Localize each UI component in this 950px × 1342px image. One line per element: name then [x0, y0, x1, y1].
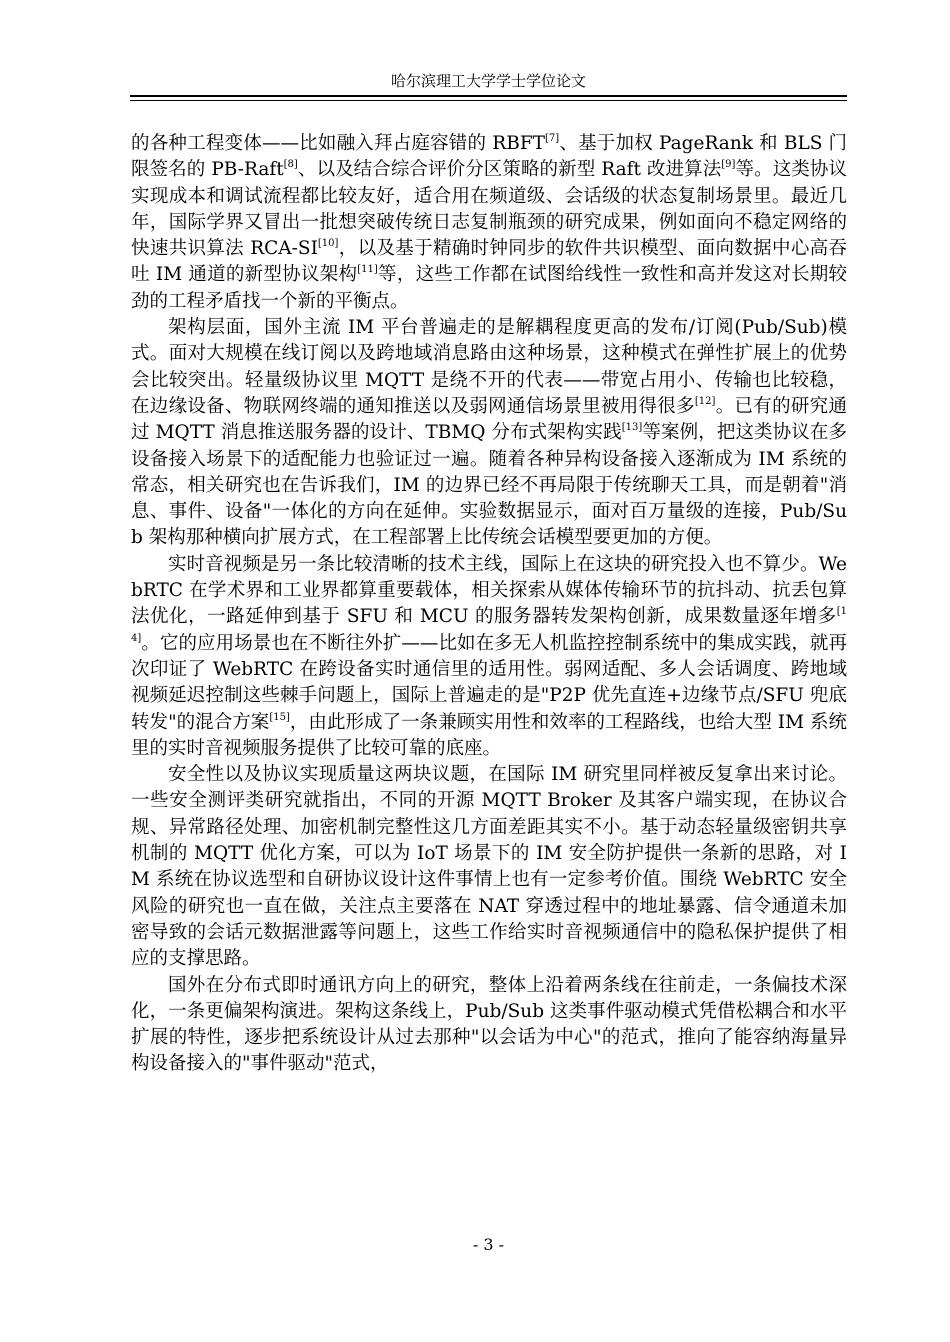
paragraph-text: 实时音视频是另一条比较清晰的技术主线，国际上在这块的研究投入也不算少。WebRTC 在学术界和工业界都算重要载体，相关探索从媒体传输环节的抗抖动、抗丢包算法优化，一路延伸到基于 SFU 和 MCU 的服务器转发架构创新，成果数量逐年增多 — [131, 553, 847, 628]
paragraph-text: 的各种工程变体——比如融入拜占庭容错的 RBFT — [131, 133, 546, 154]
header-rule-thin — [130, 100, 847, 101]
page-number: - 3 - — [472, 1235, 505, 1254]
citation-marker: [12] — [694, 395, 716, 407]
paragraph-text: 架构层面，国外主流 IM 平台普遍走的是解耦程度更高的发布/订阅(Pub/Sub)模式。面对大规模在线订阅以及跨地域消息路由这种场景，这种模式在弹性扩展上的优势会比较突出。轻量级协议里 MQTT 是绕不开的代表——带宽占用小、传输也比较稳，在边缘设备、物联网终端的通知推送以及弱网通信场景里被用得很多 — [131, 317, 847, 417]
header-rule-thick — [130, 95, 847, 97]
citation-marker: [9] — [721, 159, 736, 171]
body-paragraph — [131, 131, 847, 315]
running-header: 哈尔滨理工大学学士学位论文 — [390, 72, 586, 90]
paragraph-text: 。它的应用场景也在不断往外扩——比如在多无人机监控控制系统中的集成实践，就再次印证了 WebRTC 在跨设备实时通信里的适用性。弱网适配、多人会话调度、跨地域视频延迟控制这些棘手问题上，国际上普遍走的是"P2P 优先直连+边缘节点/SFU 兜底转发"的混合方案 — [131, 632, 847, 733]
body-paragraph — [131, 762, 847, 972]
paragraph-text: 等。这类协议实现成本和调试流程都比较友好，适合用在频道级、会话级的状态复制场景里。最近几年，国际学界又冒出一批想突破传统日志复制瓶颈的研究成果，例如面向不稳定网络的快速共识算法 RCA-SI — [131, 159, 847, 260]
paragraph-text: 等案例，把这类协议在多设备接入场景下的适配能力也验证过一遍。随着各种异构设备接入逐渐成为 IM 系统的常态，相关研究也在告诉我们，IM 的边界已经不再局限于传统聊天工具，而是朝着"消息、事件、设备"一体化的方向在延伸。实验数据显示，面对百万量级的连接，Pub/Sub 架构那种横向扩展方式，在工程部署上比传统会话模型要更加的方便。 — [131, 422, 847, 549]
body-paragraph — [131, 552, 847, 762]
citation-marker: [10] — [317, 238, 339, 250]
paragraph-text: 安全性以及协议实现质量这两块议题，在国际 IM 研究里同样被反复拿出来讨论。一些安全测评类研究就指出，不同的开源 MQTT Broker 及其客户端实现，在协议合规、异常路径处理、加密机制完整性这几方面差距其实不小。基于动态轻量级密钥共享机制的 MQTT 优化方案，可以为 IoT 场景下的 IM 安全防护提供一条新的思路，对 IM 系统在协议选型和自研协议设计这件事情上也有一定参考价值。围绕 WebRTC 安全风险的研究也一直在做，关注点主要落在 NAT 穿透过程中的地址暴露、信令通道未加密导致的会话元数据泄露等问题上，这些工作给实时音视频通信中的隐私保护提供了相应的支撑思路。 — [131, 764, 847, 970]
paragraph-text: 、以及结合综合评价分区策略的新型 Raft 改进算法 — [297, 159, 722, 181]
citation-marker: [8] — [283, 159, 298, 171]
citation-marker: [7] — [545, 133, 560, 144]
body-paragraph — [131, 973, 847, 1078]
citation-marker: [15] — [269, 711, 290, 723]
citation-marker: [13] — [621, 422, 643, 434]
citation-marker: [11] — [357, 264, 378, 276]
paragraph-text: ，以及基于精确时钟同步的软件共识模型、面向数据中心高吞吐 IM 通道的新型协议架构 — [131, 238, 847, 286]
paragraph-text: 。已有的研究通过 MQTT 消息推送服务器的设计、TBMQ 分布式架构实践 — [131, 395, 847, 444]
paragraph-text: ，由此形成了一条兼顾实用性和效率的工程路线，也给大型 IM 系统里的实时音视频服务提供了比较可靠的底座。 — [131, 711, 848, 759]
paragraph-text: 、基于加权 PageRank 和 BLS 门限签名的 PB-Raft — [131, 133, 847, 181]
paragraph-text: 国外在分布式即时通讯方向上的研究，整体上沿着两条线在往前走，一条偏技术深化，一条更偏架构演进。架构这条线上，Pub/Sub 这类事件驱动模式凭借松耦合和水平扩展的特性，逐步把系统设计从过去那种"以会话为中心"的范式，推向了能容纳海量异构设备接入的"事件驱动"范式， — [131, 974, 847, 1075]
body-text — [131, 131, 847, 1078]
paragraph-text: 等，这些工作都在试图给线性一致性和高并发这对长期较劲的工程矛盾找一个新的平衡点。 — [131, 264, 847, 312]
citation-marker: [14] — [131, 606, 847, 644]
body-paragraph — [131, 315, 847, 552]
